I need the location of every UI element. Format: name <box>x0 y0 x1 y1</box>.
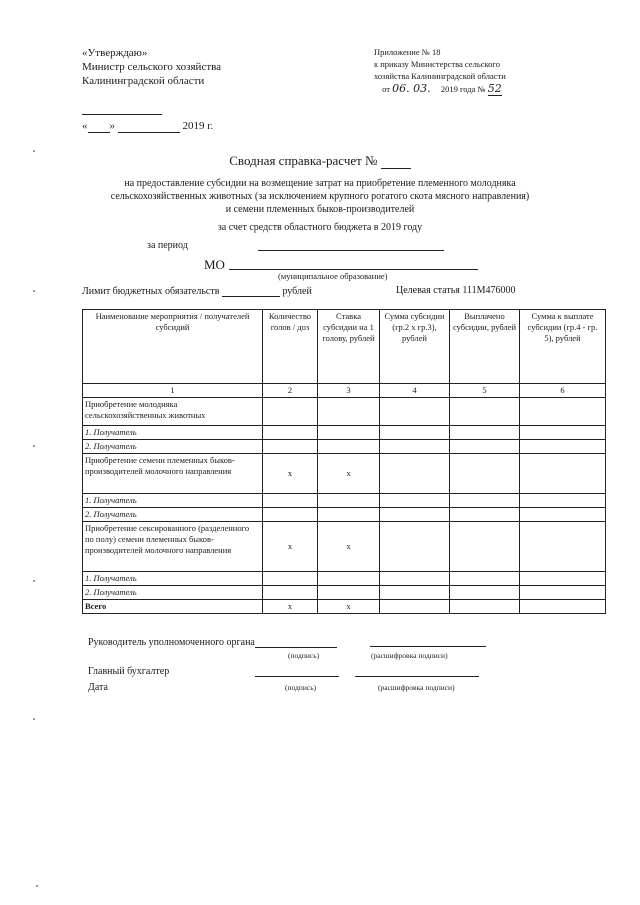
column-number: 2 <box>263 384 318 398</box>
approval-title: «Утверждаю» <box>82 47 148 59</box>
mo-line <box>229 269 478 270</box>
annex-block <box>374 46 506 95</box>
limit-line <box>82 286 312 297</box>
row-total: Всего <box>83 600 263 614</box>
date-label: Дата <box>88 682 108 693</box>
column-number: 5 <box>450 384 520 398</box>
table-total-row <box>83 600 606 614</box>
scan-speck <box>33 150 35 152</box>
head-label: Руководитель уполномоченного органа <box>88 637 255 648</box>
header-cell: Сумма к выплате субсидии (гр.4 - гр. 5), рублей <box>520 310 606 384</box>
table-row <box>83 572 606 586</box>
annex-order: к приказу Министерства сельского <box>374 59 500 69</box>
header-cell: Сумма субсидии (гр.2 х гр.3), рублей <box>380 310 450 384</box>
table-row <box>83 586 606 600</box>
approval-region: Калининградской области <box>82 75 205 87</box>
row-recipient: 1. Получатель <box>83 572 263 586</box>
row-recipient: 1. Получатель <box>83 494 263 508</box>
table-row <box>83 398 606 426</box>
subsidy-table <box>82 309 606 614</box>
table-row <box>83 522 606 572</box>
accountant-signature-line <box>255 676 339 677</box>
scan-speck <box>33 445 35 447</box>
scan-speck <box>33 580 35 582</box>
mo-caption: (муниципальное образование) <box>278 271 388 281</box>
annex-date-line: от 06. 03. 2019 года № 52 <box>382 82 502 95</box>
column-number: 4 <box>380 384 450 398</box>
table-row <box>83 426 606 440</box>
header-cell: Наименование мероприятия / получателей субсидий <box>83 310 263 384</box>
head-signature <box>88 637 337 648</box>
scan-speck <box>33 718 35 720</box>
table-row <box>83 454 606 494</box>
row-label-bull-semen: Приобретение семени племенных быков-производителей молочного направления <box>83 454 263 494</box>
header-cell: Выплачено субсидии, рублей <box>450 310 520 384</box>
row-label-sexed-semen: Приобретение сексированного (разделенного по полу) семени племенных быков-производителей молочного направления <box>83 522 263 572</box>
annex-number-handwritten: 52 <box>487 82 502 95</box>
period-label: за период <box>147 240 188 251</box>
row-label-young-livestock: Приобретение молодняка сельскохозяйственных животных <box>83 398 263 426</box>
decryption-caption: (расшифровка подписи) <box>371 651 448 660</box>
scan-speck <box>33 290 35 292</box>
decryption-caption: (расшифровка подписи) <box>378 683 455 692</box>
approval-year: 2019 г. <box>182 120 214 132</box>
table-numbers-row <box>83 384 606 398</box>
annex-ministry: хозяйства Калининградской области <box>374 71 506 81</box>
approval-signature-line <box>82 101 221 115</box>
budget-line: за счет средств областного бюджета в 2019 году <box>217 222 423 233</box>
target-article: Целевая статья 111М476000 <box>396 285 516 296</box>
period-line <box>258 250 444 251</box>
accountant-label: Главный бухгалтер <box>88 666 170 677</box>
limit-unit: рублей <box>282 286 312 297</box>
row-recipient: 2. Получатель <box>83 508 263 522</box>
row-recipient: 2. Получатель <box>83 440 263 454</box>
row-recipient: 1. Получатель <box>83 426 263 440</box>
x-mark: х <box>318 454 380 494</box>
approval-block <box>82 46 221 133</box>
x-mark: х <box>263 454 318 494</box>
row-recipient: 2. Получатель <box>83 586 263 600</box>
header-cell: Количество голов / доз <box>263 310 318 384</box>
approval-position: Министр сельского хозяйства <box>82 61 222 73</box>
scan-speck <box>36 885 38 887</box>
signature-caption: (подпись) <box>288 651 320 660</box>
table-row <box>83 494 606 508</box>
approval-date: « » 2019 г. <box>82 120 214 132</box>
column-number: 1 <box>83 384 263 398</box>
table-row <box>83 508 606 522</box>
table-header-row <box>83 310 606 384</box>
table-row <box>83 440 606 454</box>
limit-label: Лимит бюджетных обязательств <box>82 286 220 297</box>
x-mark: х <box>263 522 318 572</box>
header-cell: Ставка субсидии на 1 голову, рублей <box>318 310 380 384</box>
mo-label: МО <box>204 257 225 272</box>
annex-number: Приложение № 18 <box>374 47 441 57</box>
annex-date-handwritten: 06. 03. <box>392 82 431 95</box>
signature-caption: (подпись) <box>285 683 317 692</box>
x-mark: х <box>318 600 380 614</box>
x-mark: х <box>263 600 318 614</box>
accountant-decryption-line <box>355 676 479 677</box>
document-subtitle: на предоставление субсидии на возмещение затрат на приобретение племенного молодняка сельскохозяйственных животных (за исключением крупного рогатого скота мясного направления) и семени племенных быков-производителей <box>110 178 530 215</box>
column-number: 3 <box>318 384 380 398</box>
column-number: 6 <box>520 384 606 398</box>
head-decryption-line <box>370 646 486 647</box>
x-mark: х <box>318 522 380 572</box>
document-title: Сводная справка-расчет № <box>0 153 640 169</box>
